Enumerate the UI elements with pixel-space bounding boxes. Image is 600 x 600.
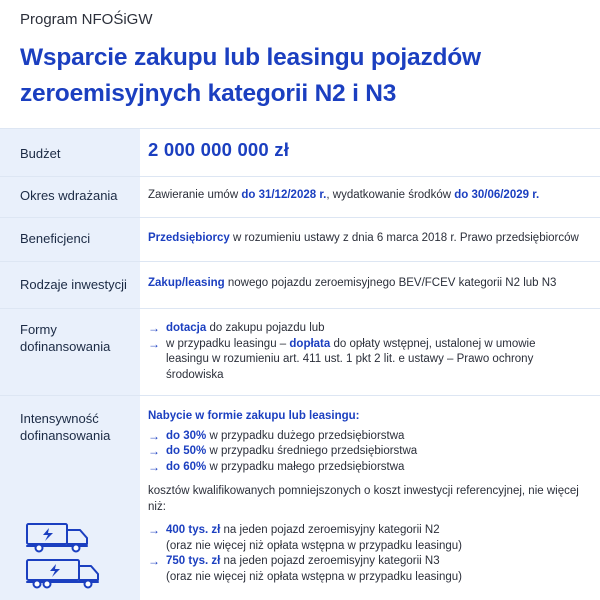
arrow-icon: → xyxy=(148,336,160,351)
period-text-2: , wydatkowanie środków xyxy=(326,189,455,201)
cap-item-strong: 750 tys. zł xyxy=(166,555,221,567)
arrow-icon: → xyxy=(148,554,160,568)
row-beneficiaries xyxy=(0,218,600,261)
forms-label-line1: Formy xyxy=(20,322,57,337)
forms-item-1 xyxy=(148,321,594,337)
cap-item-sub: (oraz nie więcej niż opłata wstępna w przypadku leasingu) xyxy=(166,570,462,583)
row-forms xyxy=(0,309,600,395)
intensity-heading: Nabycie w formie zakupu lub leasingu: xyxy=(148,410,360,422)
beneficiaries-label: Beneficjenci xyxy=(20,231,91,246)
pct-item-strong: do 30% xyxy=(166,429,207,442)
arrow-icon: → xyxy=(148,428,160,443)
period-date-1: do 31/12/2028 r. xyxy=(241,189,327,201)
investments-strong: Zakup/leasing xyxy=(148,277,225,289)
pct-item-strong: do 50% xyxy=(166,445,207,457)
period-label: Okres wdrażania xyxy=(20,188,118,203)
cap-item xyxy=(148,523,594,554)
budget-label: Budżet xyxy=(20,146,61,161)
forms-item-2-strong: dopłata xyxy=(289,337,331,350)
row-investments xyxy=(0,262,600,308)
forms-item-2 xyxy=(148,337,568,384)
cap-item-strong: 400 tys. zł xyxy=(166,524,221,536)
period-date-2: do 30/06/2029 r. xyxy=(454,189,540,201)
intensity-note: kosztów kwalifikowanych pomniejszonych o koszt inwestycji referencyjnej, nie więcej niż: xyxy=(148,485,579,513)
pct-item-rest: w przypadku średniego przedsiębiorstwa xyxy=(206,445,418,457)
page-title: Wsparcie zakupu lub leasingu pojazdów zeroemisyjnych kategorii N2 i N3 xyxy=(20,44,481,107)
pct-item xyxy=(148,444,594,460)
row-budget xyxy=(0,129,600,176)
forms-value xyxy=(148,321,594,383)
investments-rest: nowego pojazdu zeroemisyjnego BEV/FCEV kategorii N2 lub N3 xyxy=(224,277,557,289)
cap-item xyxy=(148,554,594,585)
forms-item-1-rest: do zakupu pojazdu lub xyxy=(206,322,325,334)
intensity-value xyxy=(148,409,594,585)
arrow-icon: → xyxy=(148,321,160,335)
cap-item-sub: (oraz nie więcej niż opłata wstępna w przypadku leasingu) xyxy=(166,539,462,552)
period-value xyxy=(148,188,594,204)
forms-item-2-text-b: do opłaty wstępnej, ustalonej w umowie leasingu w rozumieniu art. 411 ust. 1 pkt 2 lit. e ustawy – Prawo ochrony środowiska xyxy=(166,337,536,381)
row-period xyxy=(0,177,600,217)
pct-item-rest: w przypadku małego przedsiębiorstwa xyxy=(206,460,405,473)
pct-item xyxy=(148,460,594,476)
intensity-label xyxy=(20,410,110,444)
intensity-label-line2: dofinansowania xyxy=(20,428,111,443)
arrow-icon: → xyxy=(148,444,160,458)
intensity-label-line1: Intensywność xyxy=(20,411,99,426)
electric-truck-icon xyxy=(24,556,104,590)
period-text-1: Zawieranie umów xyxy=(148,189,242,201)
forms-label xyxy=(20,321,110,355)
arrow-icon: → xyxy=(148,523,160,537)
investments-value xyxy=(148,276,594,292)
beneficiaries-strong: Przedsiębiorcy xyxy=(148,232,230,244)
arrow-icon: → xyxy=(148,459,160,474)
electric-van-icon xyxy=(24,520,104,554)
pct-item-rest: w przypadku dużego przedsiębiorstwa xyxy=(206,429,405,442)
beneficiaries-rest: w rozumieniu ustawy z dnia 6 marca 2018 r. Prawo przedsiębiorców xyxy=(229,232,579,244)
investments-label: Rodzaje inwestycji xyxy=(20,277,127,292)
beneficiaries-value xyxy=(148,231,594,247)
forms-item-1-strong: dotacja xyxy=(166,322,207,334)
cap-item-rest: na jeden pojazd zeroemisyjny kategorii N3 xyxy=(220,555,440,567)
pct-item xyxy=(148,429,594,445)
program-name: Program NFOŚiGW xyxy=(20,11,153,28)
forms-item-2-text-a: w przypadku leasingu – xyxy=(166,337,290,350)
budget-value: 2 000 000 000 zł xyxy=(148,139,290,160)
pct-item-strong: do 60% xyxy=(166,460,207,473)
forms-label-line2: dofinansowania xyxy=(20,339,111,354)
cap-item-rest: na jeden pojazd zeroemisyjny kategorii N2 xyxy=(220,524,440,536)
